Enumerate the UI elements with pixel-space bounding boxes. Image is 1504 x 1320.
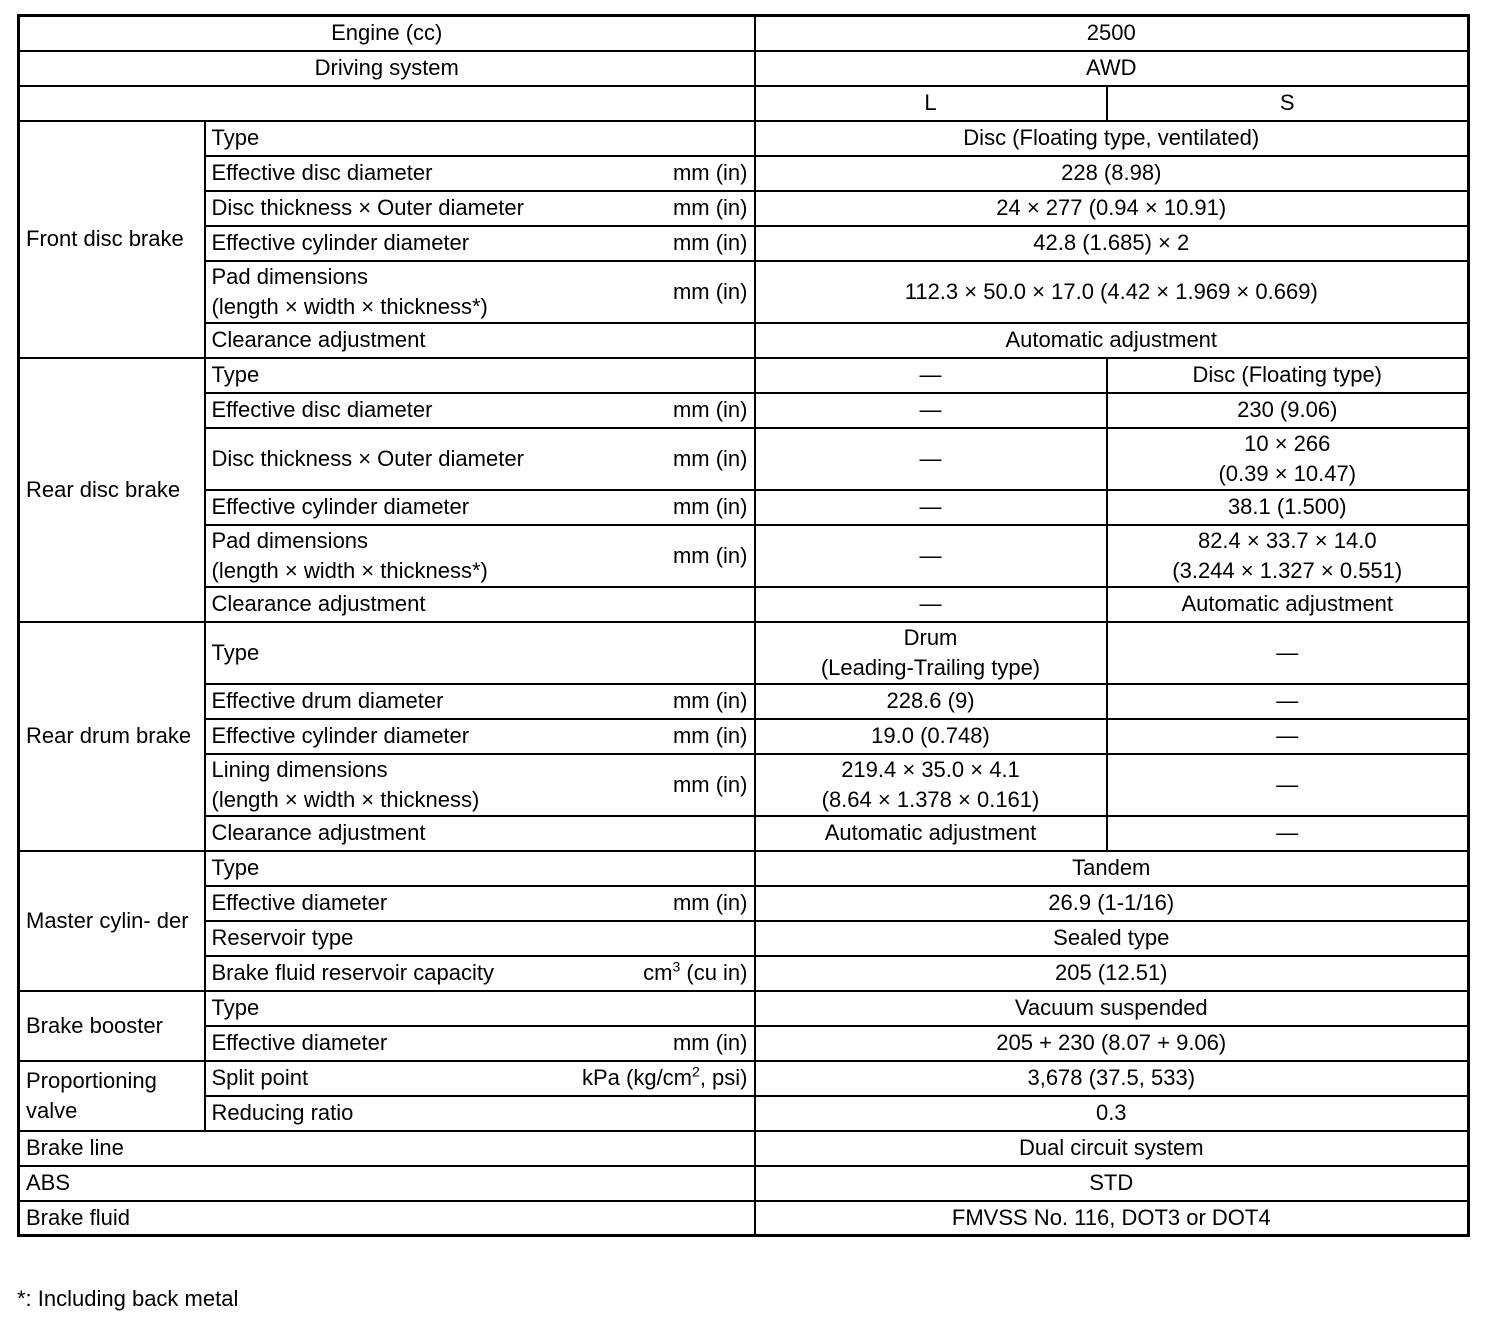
value-line-2: (8.64 × 1.378 × 0.161) [821, 786, 1040, 812]
master-cylinder-group-label: Master cylin- der [19, 851, 205, 991]
booster-type-label: Type [205, 991, 755, 1026]
param-label-cell [205, 684, 755, 719]
unit-label: mm (in) [672, 771, 748, 797]
rear-disc-thickness-l: — [755, 428, 1107, 490]
brake-fluid-value: FMVSS No. 116, DOT3 or DOT4 [755, 1201, 1469, 1236]
rear-drum-lining-label [212, 755, 480, 815]
brake-line-value: Dual circuit system [755, 1131, 1469, 1166]
front-disc-type-value: Disc (Floating type, ventilated) [755, 121, 1469, 156]
engine-value: 2500 [755, 16, 1469, 51]
rear-disc-cylinder-s: 38.1 (1.500) [1107, 490, 1469, 525]
driving-system-value: AWD [755, 51, 1469, 86]
param-label-cell [205, 261, 755, 323]
param-label-cell [205, 490, 755, 525]
split-point-value: 3,678 (37.5, 533) [755, 1061, 1469, 1096]
rear-drum-group-label: Rear drum brake [19, 622, 205, 851]
param-label-cell [205, 428, 755, 490]
unit-label: mm (in) [672, 1030, 748, 1055]
reservoir-capacity-row [19, 956, 1469, 991]
rear-disc-group-label: Rear disc brake [19, 358, 205, 622]
unit-label: mm (in) [672, 160, 748, 185]
rear-drum-type-s: — [1107, 622, 1469, 684]
front-disc-clearance-value: Automatic adjustment [755, 323, 1469, 358]
rear-disc-eff-diameter-label: Effective disc diameter [211, 397, 433, 422]
value-line-1: Drum [903, 624, 958, 650]
rear-disc-cylinder-row [19, 490, 1469, 525]
rear-disc-eff-diameter-row [19, 393, 1469, 428]
param-label [205, 121, 755, 156]
param-label-cell [205, 226, 755, 261]
front-disc-pad-label [212, 262, 488, 322]
rear-disc-pad-row [19, 525, 1469, 587]
unit-label [574, 1063, 748, 1093]
param-label-cell [205, 956, 755, 991]
unit-label: mm (in) [672, 397, 748, 422]
front-disc-eff-diameter-label: Effective disc diameter [211, 160, 433, 185]
booster-eff-row [19, 1026, 1469, 1061]
rear-drum-lining-l [755, 754, 1107, 816]
front-disc-cylinder-row [19, 226, 1469, 261]
value-line-2: (0.39 × 10.47) [1218, 460, 1357, 486]
rear-disc-clearance-row [19, 587, 1469, 622]
rear-disc-cylinder-l: — [755, 490, 1107, 525]
brake-fluid-label: Brake fluid [19, 1201, 755, 1236]
rear-drum-lining-row [19, 754, 1469, 816]
rear-drum-eff-diameter-label: Effective drum diameter [211, 688, 444, 713]
rear-drum-type-l [755, 622, 1107, 684]
value-line-2: (Leading-Trailing type) [820, 654, 1041, 680]
rear-disc-eff-diameter-s: 230 (9.06) [1107, 393, 1469, 428]
front-disc-thickness-row [19, 191, 1469, 226]
front-disc-clearance-label: Clearance adjustment [205, 323, 755, 358]
front-disc-pad-value: 112.3 × 50.0 × 17.0 (4.42 × 1.969 × 0.669) [755, 261, 1469, 323]
rear-drum-lining-s: — [1107, 754, 1469, 816]
reservoir-capacity-value: 205 (12.51) [755, 956, 1469, 991]
reservoir-type-label: Reservoir type [205, 921, 755, 956]
value-line-1: 10 × 266 [1244, 430, 1331, 456]
lining-label-line-2: (length × width × thickness) [211, 786, 480, 812]
rear-disc-cylinder-label: Effective cylinder diameter [211, 494, 470, 519]
front-disc-group-label: Front disc brake [19, 121, 205, 358]
unit-label: mm (in) [672, 494, 748, 519]
param-label-cell [205, 1026, 755, 1061]
param-label-cell [205, 525, 755, 587]
brake-specifications-table [17, 14, 1470, 1237]
rear-drum-type-label: Type [205, 622, 755, 684]
engine-label: Engine (cc) [19, 16, 755, 51]
rear-disc-type-l: — [755, 358, 1107, 393]
unit-label: mm (in) [672, 542, 748, 568]
unit-label: mm (in) [672, 723, 748, 748]
rear-disc-clearance-label: Clearance adjustment [205, 587, 755, 622]
split-point-row [19, 1061, 1469, 1096]
engine-row [19, 16, 1469, 51]
front-disc-pad-row [19, 261, 1469, 323]
booster-type-value: Vacuum suspended [755, 991, 1469, 1026]
rear-drum-cylinder-row [19, 719, 1469, 754]
reducing-ratio-row [19, 1096, 1469, 1131]
unit-label: mm (in) [672, 230, 748, 255]
abs-label: ABS [19, 1166, 755, 1201]
booster-group-label: Brake booster [19, 991, 205, 1061]
param-label-cell [205, 191, 755, 226]
split-point-label: Split point [211, 1065, 309, 1090]
grade-s-header: S [1107, 86, 1469, 121]
unit-part-b: , psi) [699, 1065, 748, 1090]
rear-drum-eff-diameter-l: 228.6 (9) [755, 684, 1107, 719]
grade-blank-cell [19, 86, 755, 121]
abs-value: STD [755, 1166, 1469, 1201]
lining-label-line-1: Lining dimensions [211, 756, 388, 782]
front-disc-type-label: Type [211, 125, 260, 150]
reservoir-type-row [19, 921, 1469, 956]
reducing-ratio-value: 0.3 [755, 1096, 1469, 1131]
rear-drum-cylinder-s: — [1107, 719, 1469, 754]
unit-label: mm (in) [672, 445, 748, 471]
rear-disc-thickness-s [1107, 428, 1469, 490]
driving-system-row [19, 51, 1469, 86]
proportioning-group-label: Proportioning valve [19, 1061, 205, 1131]
pad-label-line-2: (length × width × thickness*) [211, 557, 488, 583]
param-label-cell [205, 156, 755, 191]
reservoir-type-value: Sealed type [755, 921, 1469, 956]
pad-label-line-1: Pad dimensions [211, 527, 369, 553]
value-line-1: 219.4 × 35.0 × 4.1 [841, 756, 1020, 782]
unit-superscript: 3 [672, 958, 681, 975]
master-cylinder-type-row [19, 851, 1469, 886]
param-label-cell [205, 886, 755, 921]
driving-system-label: Driving system [19, 51, 755, 86]
front-disc-clearance-row [19, 323, 1469, 358]
param-label-cell [205, 719, 755, 754]
footnote: *: Including back metal [17, 1286, 239, 1311]
rear-drum-eff-diameter-s: — [1107, 684, 1469, 719]
rear-disc-pad-s [1107, 525, 1469, 587]
brake-line-label: Brake line [19, 1131, 755, 1166]
front-disc-cylinder-label: Effective cylinder diameter [211, 230, 470, 255]
unit-rest: (cu in) [680, 960, 748, 985]
param-label-cell [205, 393, 755, 428]
master-cylinder-type-value: Tandem [755, 851, 1469, 886]
front-disc-type-row [19, 121, 1469, 156]
pad-label-line-2: (length × width × thickness*) [211, 293, 488, 319]
front-disc-eff-diameter-value: 228 (8.98) [755, 156, 1469, 191]
rear-disc-type-row [19, 358, 1469, 393]
rear-drum-clearance-row [19, 816, 1469, 851]
front-disc-thickness-value: 24 × 277 (0.94 × 10.91) [755, 191, 1469, 226]
unit-part-a: kPa (kg/cm [581, 1065, 693, 1090]
rear-disc-thickness-label: Disc thickness × Outer diameter [211, 445, 524, 471]
brake-fluid-row [19, 1201, 1469, 1236]
unit-label [635, 958, 747, 988]
value-line-1: 82.4 × 33.7 × 14.0 [1197, 527, 1377, 553]
param-label-cell [205, 1061, 755, 1096]
unit-superscript: 2 [692, 1063, 700, 1080]
master-cylinder-eff-label: Effective diameter [211, 890, 388, 915]
pad-label-line-1: Pad dimensions [211, 263, 369, 289]
rear-drum-cylinder-l: 19.0 (0.748) [755, 719, 1107, 754]
rear-disc-clearance-l: — [755, 587, 1107, 622]
rear-drum-cylinder-label: Effective cylinder diameter [211, 723, 470, 748]
front-disc-cylinder-value: 42.8 (1.685) × 2 [755, 226, 1469, 261]
unit-base: cm [643, 960, 673, 985]
rear-drum-clearance-label: Clearance adjustment [205, 816, 755, 851]
rear-disc-type-s: Disc (Floating type) [1107, 358, 1469, 393]
rear-drum-eff-diameter-row [19, 684, 1469, 719]
rear-disc-eff-diameter-l: — [755, 393, 1107, 428]
booster-eff-label: Effective diameter [211, 1030, 388, 1055]
rear-disc-thickness-row [19, 428, 1469, 490]
unit-label: mm (in) [672, 278, 748, 304]
rear-drum-clearance-l: Automatic adjustment [755, 816, 1107, 851]
brake-line-row [19, 1131, 1469, 1166]
front-disc-eff-diameter-row [19, 156, 1469, 191]
booster-eff-value: 205 + 230 (8.07 + 9.06) [755, 1026, 1469, 1061]
reducing-ratio-label: Reducing ratio [205, 1096, 755, 1131]
rear-drum-type-row [19, 622, 1469, 684]
abs-row [19, 1166, 1469, 1201]
master-cylinder-type-label: Type [205, 851, 755, 886]
grade-row [19, 86, 1469, 121]
master-cylinder-eff-row [19, 886, 1469, 921]
booster-type-row [19, 991, 1469, 1026]
reservoir-capacity-label: Brake fluid reservoir capacity [211, 960, 494, 985]
unit-label: mm (in) [672, 688, 748, 713]
param-label-cell [205, 754, 755, 816]
grade-l-header: L [755, 86, 1107, 121]
rear-disc-type-label: Type [205, 358, 755, 393]
rear-disc-pad-l: — [755, 525, 1107, 587]
unit-label: mm (in) [672, 890, 748, 915]
master-cylinder-eff-value: 26.9 (1-1/16) [755, 886, 1469, 921]
front-disc-thickness-label: Disc thickness × Outer diameter [211, 195, 524, 220]
rear-disc-pad-label [212, 526, 488, 586]
rear-disc-clearance-s: Automatic adjustment [1107, 587, 1469, 622]
value-line-2: (3.244 × 1.327 × 0.551) [1172, 557, 1403, 583]
rear-drum-clearance-s: — [1107, 816, 1469, 851]
unit-label: mm (in) [672, 195, 748, 220]
